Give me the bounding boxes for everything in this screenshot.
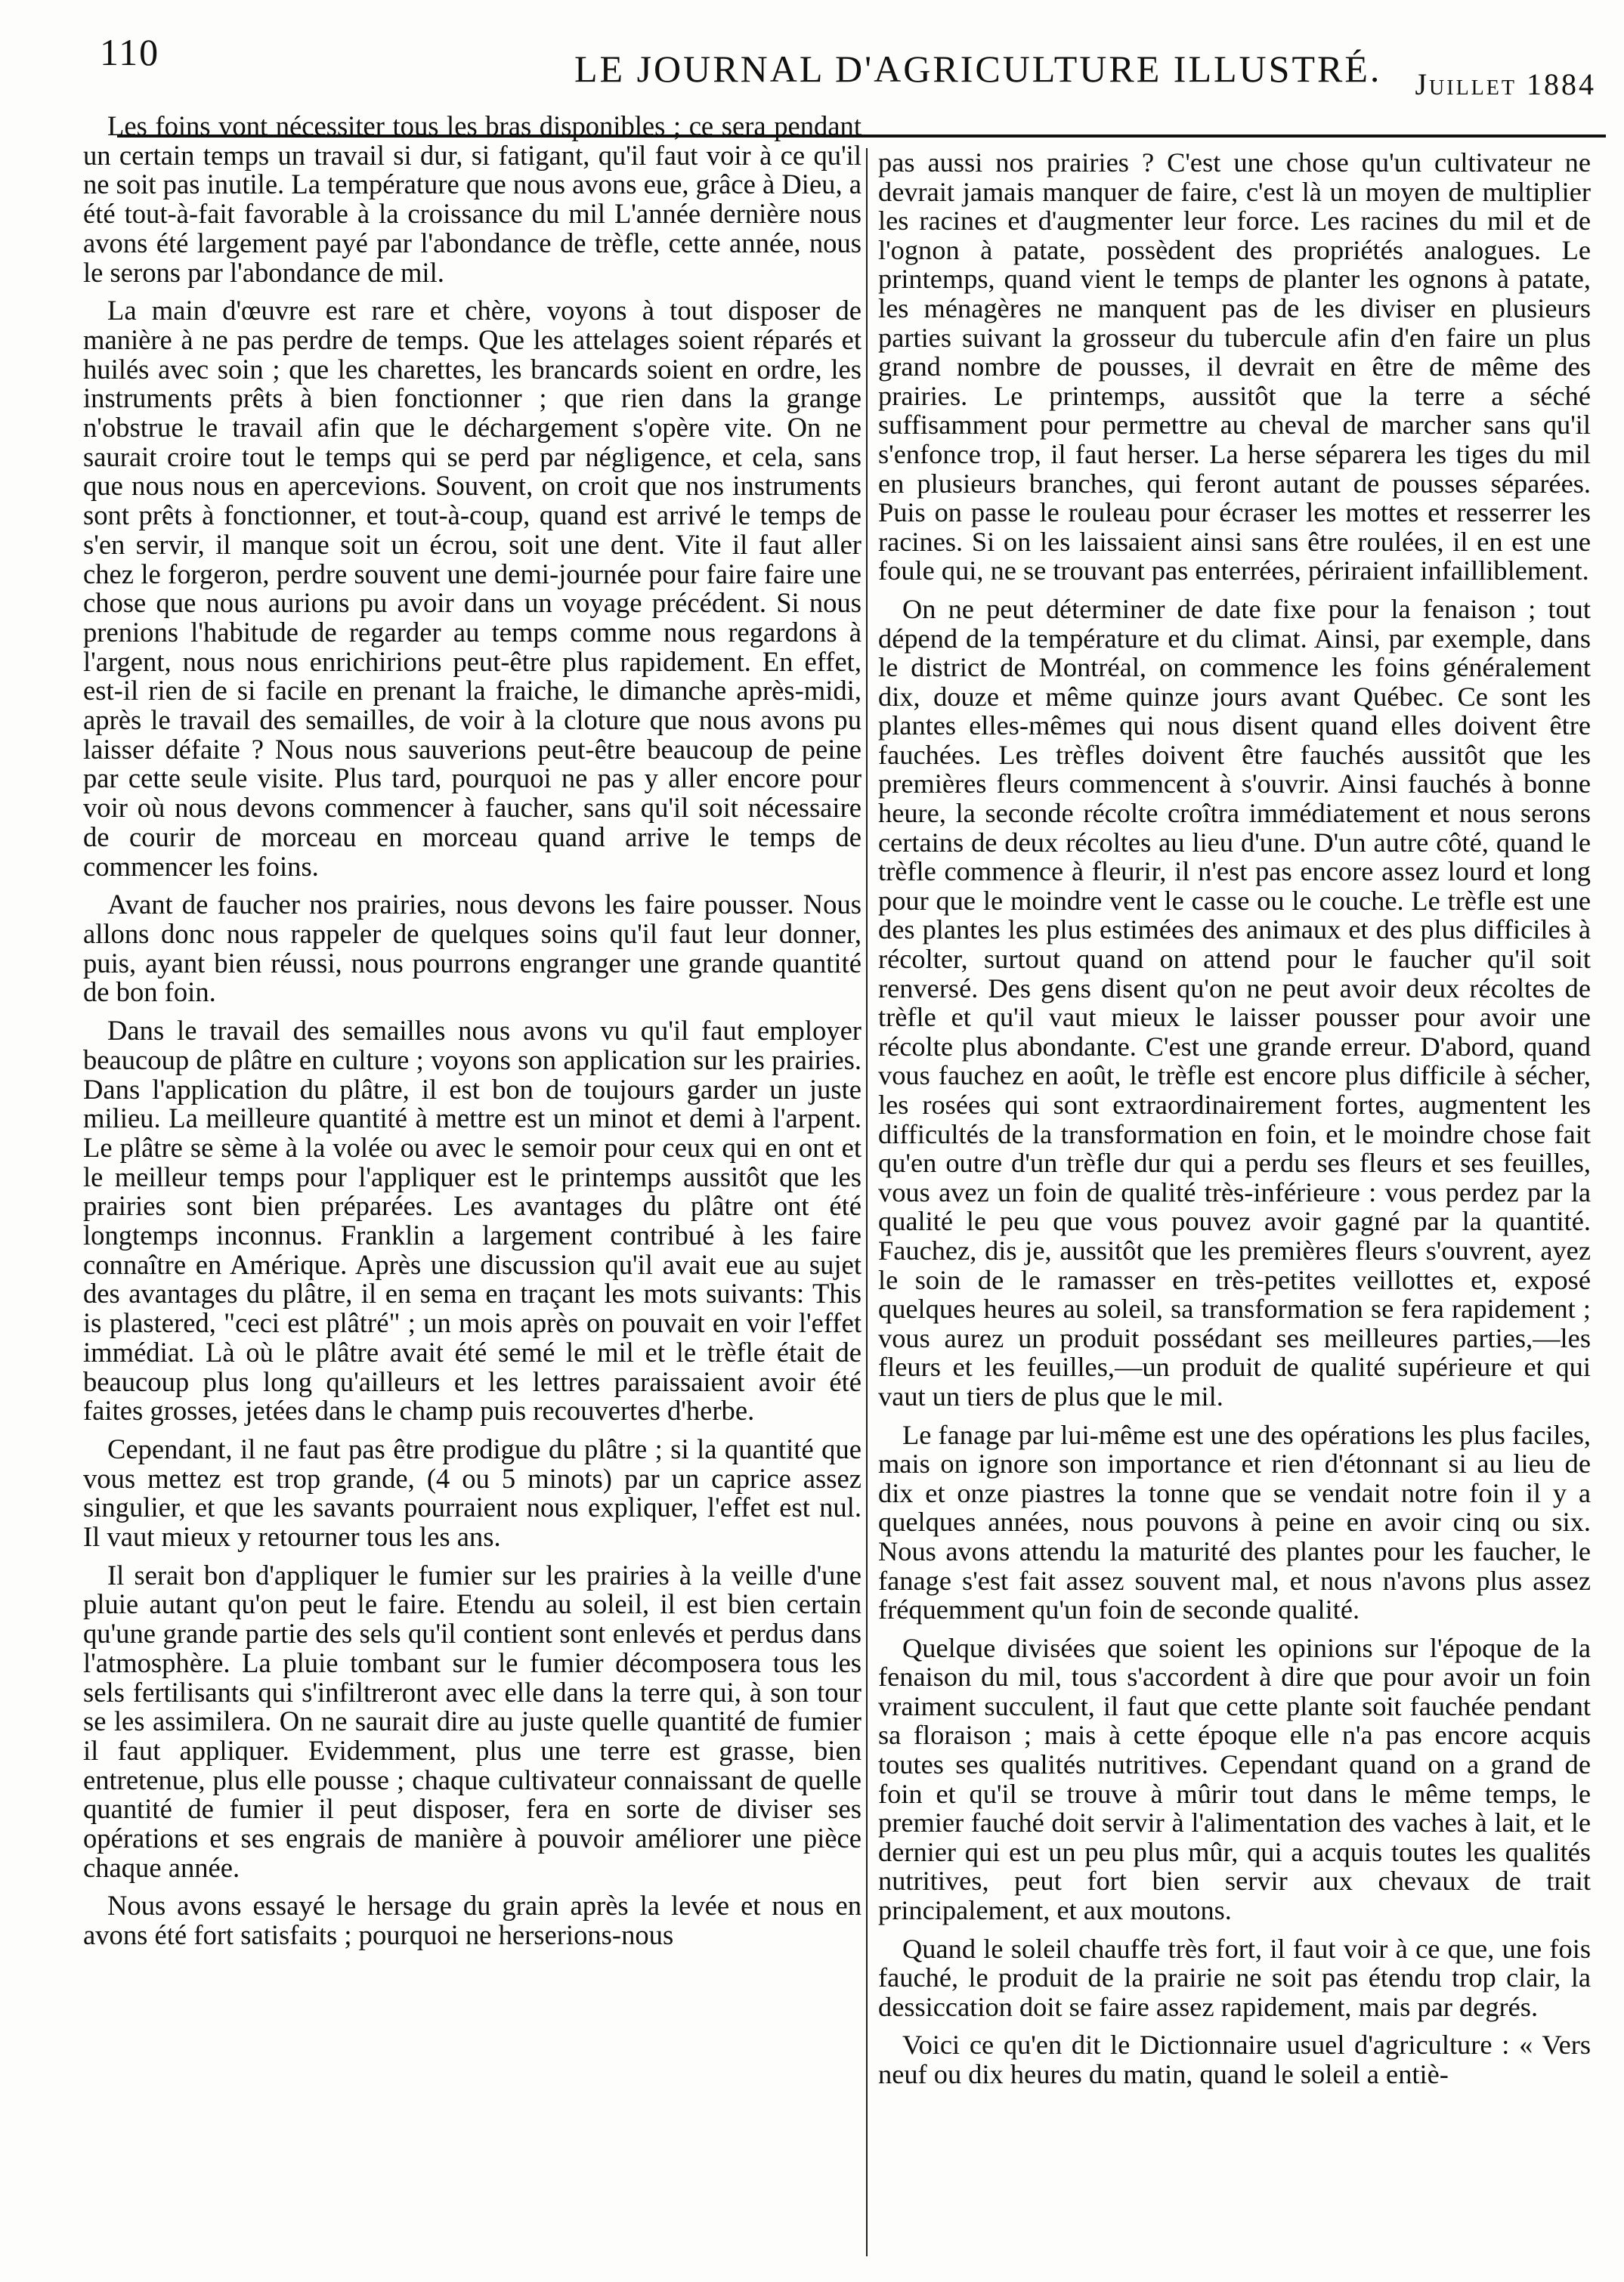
paragraph: Voici ce qu'en dit le Dictionnaire usuel d'agriculture : « Vers neuf ou dix heures du matin, quand le soleil a entiè- xyxy=(878,2030,1591,2089)
paragraph: La main d'œuvre est rare et chère, voyons à tout disposer de manière à ne pas perdre de temps. Que les attelages soient réparés et huilés avec soin ; que les charettes, les brancards soient en ordre, les instruments prêts à bien fonctionner ; que rien dans la grange n'obstrue le travail afin que le déchargement s'opère vite. On ne saurait croire tout le temps qui se perd par négligence, et cela, sans que nous nous en apercevions. Souvent, on croit que nos instruments sont prêts à fonctionner, et tout-à-coup, quand est arrivé le temps de s'en servir, il manque soit un écrou, soit une dent. Vite il faut aller chez le forgeron, perdre souvent une demi-journée pour faire faire une chose que nous aurions pu avoir dans un voyage précédent. Si nous prenions l'habitude de regarder au temps comme nous regardons à l'argent, nous nous enrichirions peut-être plus rapidement. En effet, est-il rien de si facile en prenant la fraiche, le dimanche après-midi, après le travail des semailles, de voir à la cloture que nous avons pu laisser défaite ? Nous nous sauverions peut-être beaucoup de peine par cette seule visite. Plus tard, pourquoi ne pas y aller encore pour voir où nous devons commencer à faucher, sans qu'il soit nécessaire de courir de morceau en morceau quand arrive le temps de commencer les foins. xyxy=(83,295,861,882)
paragraph: On ne peut déterminer de date fixe pour la fenaison ; tout dépend de la température et du climat. Ainsi, par exemple, dans le district de Montréal, on commence les foins généralement dix, douze et même quinze jours avant Québec. Ce sont les plantes elles-mêmes qui nous disent quand elles doivent être fauchées. Les trèfles doivent être fauchés aussitôt que les premières fleurs commencent à s'ouvrir. Ainsi fauchés à bonne heure, la seconde récolte croîtra immédiatement et nous serons certains de deux récoltes au lieu d'une. D'un autre côté, quand le trèfle commence à fleurir, il n'est pas encore assez lourd et long pour que le moindre vent le casse ou le couche. Le trèfle est une des plantes les plus estimées des animaux et des plus difficiles à récolter, surtout quand on attend pour le faucher qu'il soit renversé. Des gens disent qu'on ne peut avoir deux récoltes de trèfle et qu'il vaut mieux le laisser pousser pour avoir une récolte plus abondante. C'est une grande erreur. D'abord, quand vous fauchez en août, le trèfle est encore plus difficile à sécher, les rosées qui sont extraordinairement fortes, augmentent les difficultés de la transformation en foin, et le moindre chose fait qu'en outre d'un trèfle dur qui a perdu ses fleurs et ses feuilles, vous avez un foin de qualité très-inférieure : vous perdez par la qualité le peu que vous pouvez avoir gagné par la quantité. Fauchez, dis je, aussitôt que les premières fleurs s'ouvrent, ayez le soin de le ramasser en très-petites veillottes et, exposé quelques heures au soleil, sa transformation se fera rapidement ; vous aurez un produit possédant ses meilleures parties,—les fleurs et les feuilles,—un produit de qualité supérieure et qui vaut un tiers de plus que le mil. xyxy=(878,593,1591,1412)
journal-title: LE JOURNAL D'AGRICULTURE ILLUSTRÉ. xyxy=(574,48,1382,90)
paragraph: Il serait bon d'appliquer le fumier sur les prairies à la veille d'une pluie autant qu'on peut le faire. Etendu au soleil, il est bien certain qu'une grande partie des sels qu'il contient sont enlevés et perdus dans l'atmosphère. La pluie tombant sur le fumier décomposera tous les sels fertilisants qui s'infiltreront avec elle dans la terre qui, à son tour se les assimilera. On ne saurait dire au juste quelle quantité de fumier il faut appliquer. Evidemment, plus une terre est grasse, bien entretenue, plus elle pousse ; chaque cultivateur connaissant de quelle quantité de fumier il peut disposer, fera en sorte de diviser ses opérations et ses engrais de manière à pouvoir améliorer une pièce chaque année. xyxy=(83,1559,861,1883)
page-header xyxy=(53,14,1610,101)
issue-date: Juillet 1884 xyxy=(1415,67,1596,101)
paragraph: Avant de faucher nos prairies, nous devons les faire pousser. Nous allons donc nous rappeler de quelques soins qu'il faut leur donner, puis, ayant bien réussi, nous pourrons engranger une grande quantité de bon foin. xyxy=(83,889,861,1008)
paragraph: Cependant, il ne faut pas être prodigue du plâtre ; si la quantité que vous mettez est trop grande, (4 ou 5 minots) par un caprice assez singulier, et que les savants pourraient nous expliquer, l'effet est nul. Il vaut mieux y retourner tous les ans. xyxy=(83,1433,861,1553)
paragraph: Les foins vont nécessiter tous les bras disponibles ; ce sera pendant un certain temps un travail si dur, si fatigant, qu'il faut voir à ce qu'il ne soit pas inutile. La température que nous avons eue, grâce à Dieu, a été tout-à-fait favorable à la croissance du mil L'année dernière nous avons été largement payé par l'abondance de trèfle, cette année, nous le serons par l'abondance de mil. xyxy=(83,112,861,288)
paragraph: pas aussi nos prairies ? C'est une chose qu'un cultivateur ne devrait jamais manquer de faire, c'est là un moyen de multiplier les racines et d'augmenter leur force. Les racines du mil et de l'ognon à patate, possèdent des propriétés analogues. Le printemps, quand vient le temps de planter les ognons à patate, les ménagères ne manquent pas de les diviser en plusieurs parties suivant la grosseur du tubercule afin d'en faire un plus grand nombre de pousses, il devrait en être de même des prairies. Le printemps, aussitôt que la terre a séché suffisamment pour permettre au cheval de marcher sans qu'il s'enfonce trop, il faut herser. La herse séparera les tiges du mil en plusieurs branches, qui feront autant de pousses séparées. Puis on passe le rouleau pour écraser les mottes et resserrer les racines. Si on les laissaient ainsi sans être roulées, il en est une foule qui, ne se trouvant pas enterrées, périraient infailliblement. xyxy=(878,148,1591,586)
right-column xyxy=(861,148,1591,2264)
paragraph: Quelque divisées que soient les opinions sur l'époque de la fenaison du mil, tous s'accordent à dire que pour avoir un foin vraiment succulent, il faut que cette plante soit fauchée pendant sa floraison ; mais à cette époque elle n'a pas encore acquis toutes ses qualités nutritives. Cependant quand on a grand de foin et qu'il se trouve à mûrir tout dans le même temps, le premier fauché doit servir à l'alimentation des vaches à lait, et le dernier qui est un peu plus mûr, qui a acquis toutes les qualités nutritives, peut fort bien servir aux chevaux de trait principalement, et aux moutons. xyxy=(878,1632,1591,1926)
page-number: 110 xyxy=(100,31,160,73)
paragraph: Nous avons essayé le hersage du grain après la levée et nous en avons été fort satisfaits ; pourquoi ne herserions-nous xyxy=(83,1890,861,1951)
paragraph: Quand le soleil chauffe très fort, il faut voir à ce que, une fois fauché, le produit de la prairie ne soit pas étendu trop clair, la dessiccation doit se faire assez rapidement, mais par degrés. xyxy=(878,1933,1591,2022)
left-column xyxy=(83,112,861,2265)
paragraph: Le fanage par lui-même est une des opérations les plus faciles, mais on ignore son importance et rien d'étonnant si au lieu de dix et onze piastres la tonne que se vendait notre foin il y a quelques années, nous pouvons à peine en avoir cinq ou six. Nous avons attendu la maturité des plantes pour les faucher, le fanage s'est fait assez souvent mal, et nous n'avons plus assez fréquemment qu'un foin de seconde qualité. xyxy=(878,1419,1591,1625)
paragraph: Dans le travail des semailles nous avons vu qu'il faut employer beaucoup de plâtre en culture ; voyons son application sur les prairies. Dans l'application du plâtre, il est bon de toujours garder un juste milieu. La meilleure quantité à mettre est un minot et demi à l'arpent. Le plâtre se sème à la volée ou avec le semoir pour ceux qui en ont et le meilleur temps pour l'appliquer est le printemps aussitôt que les prairies sont bien préparées. Les avantages du plâtre ont été longtemps inconnus. Franklin a largement contribué à les faire connaître en Amérique. Après une discussion qu'il avait eue au sujet des avantages du plâtre, il en sema en traçant les mots suivants: This is plastered, "ceci est plâtré" ; un mois après on pouvait en voir l'effet immédiat. Là où le plâtre avait été semé le mil et le trèfle était de beaucoup plus long qu'ailleurs et les lettres paraissaient avoir été faites grosses, jetées dans le champ puis recouvertes d'herbe. xyxy=(83,1015,861,1427)
